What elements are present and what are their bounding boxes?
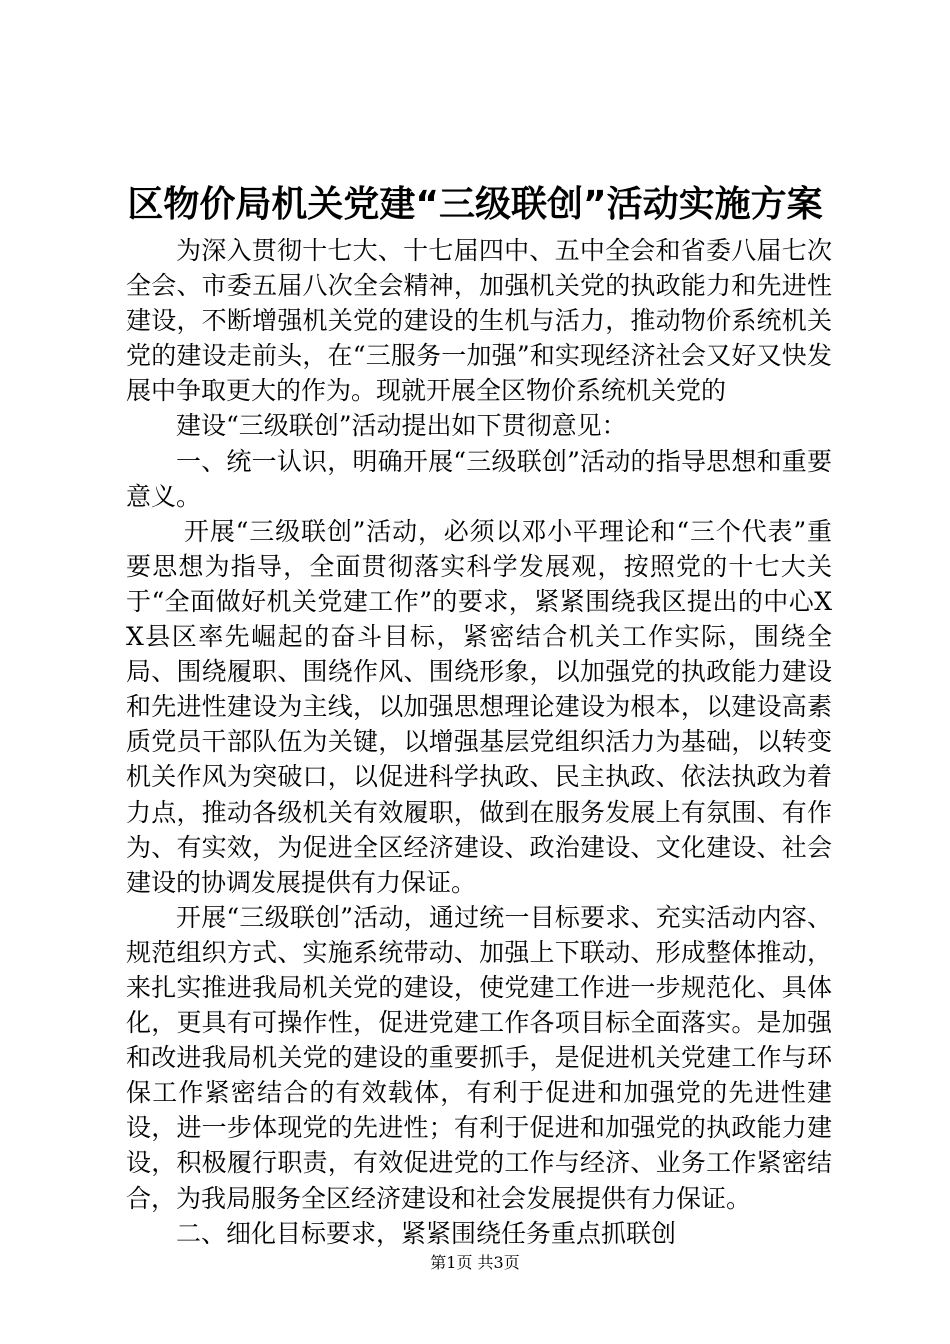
paragraph-guiding-ideology: 开展“三级联创”活动，必须以邓小平理论和“三个代表”重要思想为指导，全面贯彻落实科学发展观，按照党的十七大关于“全面做好机关党建工作”的要求，紧紧围绕我区提出的中心XX县区率先崛起的奋斗目标，紧密结合机关工作实际，围绕全局、围绕履职、围绕作风、围绕形象，以加强党的执政能力建设和先进性建设为主线，以加强思想理论建设为根本，以建设高素质党员干部队伍为关键，以增强基层党组织活力为基础，以转变机关作风为突破口，以促进科学执政、民主执政、依法执政为着力点，推动各级机关有效履职，做到在服务发展上有氛围、有作为、有实效，为促进全区经济建设、政治建设、文化建设、社会建设的协调发展提供有力保证。 xyxy=(126,516,832,897)
paragraph-significance: 开展“三级联创”活动，通过统一目标要求、充实活动内容、规范组织方式、实施系统带动、加强上下联动、形成整体推动，来扎实推进我局机关党的建设，使党建工作进一步规范化、具体化，更具有可操作性，促进党建工作各项目标全面落实。是加强和改进我局机关党的建设的重要抓手，是促进机关党建工作与环保工作紧密结合的有效载体，有利于促进和加强党的先进性建设，进一步体现党的先进性；有利于促进和加强党的执政能力建设，积极履行职责，有效促进党的工作与经济、业务工作紧密结合，为我局服务全区经济建设和社会发展提供有力保证。 xyxy=(126,902,832,1213)
paragraph-intro: 为深入贯彻十七大、十七届四中、五中全会和省委八届七次全会、市委五届八次全会精神，加强机关党的执政能力和先进性建设，不断增强机关党的建设的生机与活力，推动物价系统机关党的建设走前头，在“三服务一加强”和实现经济社会又好又快发展中争取更大的作为。现就开展全区物价系统机关党的 xyxy=(126,236,832,406)
page-footer: 第1页 共3页 xyxy=(430,1253,520,1272)
document-body xyxy=(126,233,832,1251)
section-heading-2: 二、细化目标要求，紧紧围绕任务重点抓联创 xyxy=(176,1218,677,1248)
paragraph-intro-continued: 建设“三级联创”活动提出如下贯彻意见： xyxy=(176,411,627,441)
document-title: 区物价局机关党建“三级联创”活动实施方案 xyxy=(127,184,823,225)
section-heading-1: 一、统一认识，明确开展“三级联创”活动的指导思想和重要意义。 xyxy=(126,446,832,511)
